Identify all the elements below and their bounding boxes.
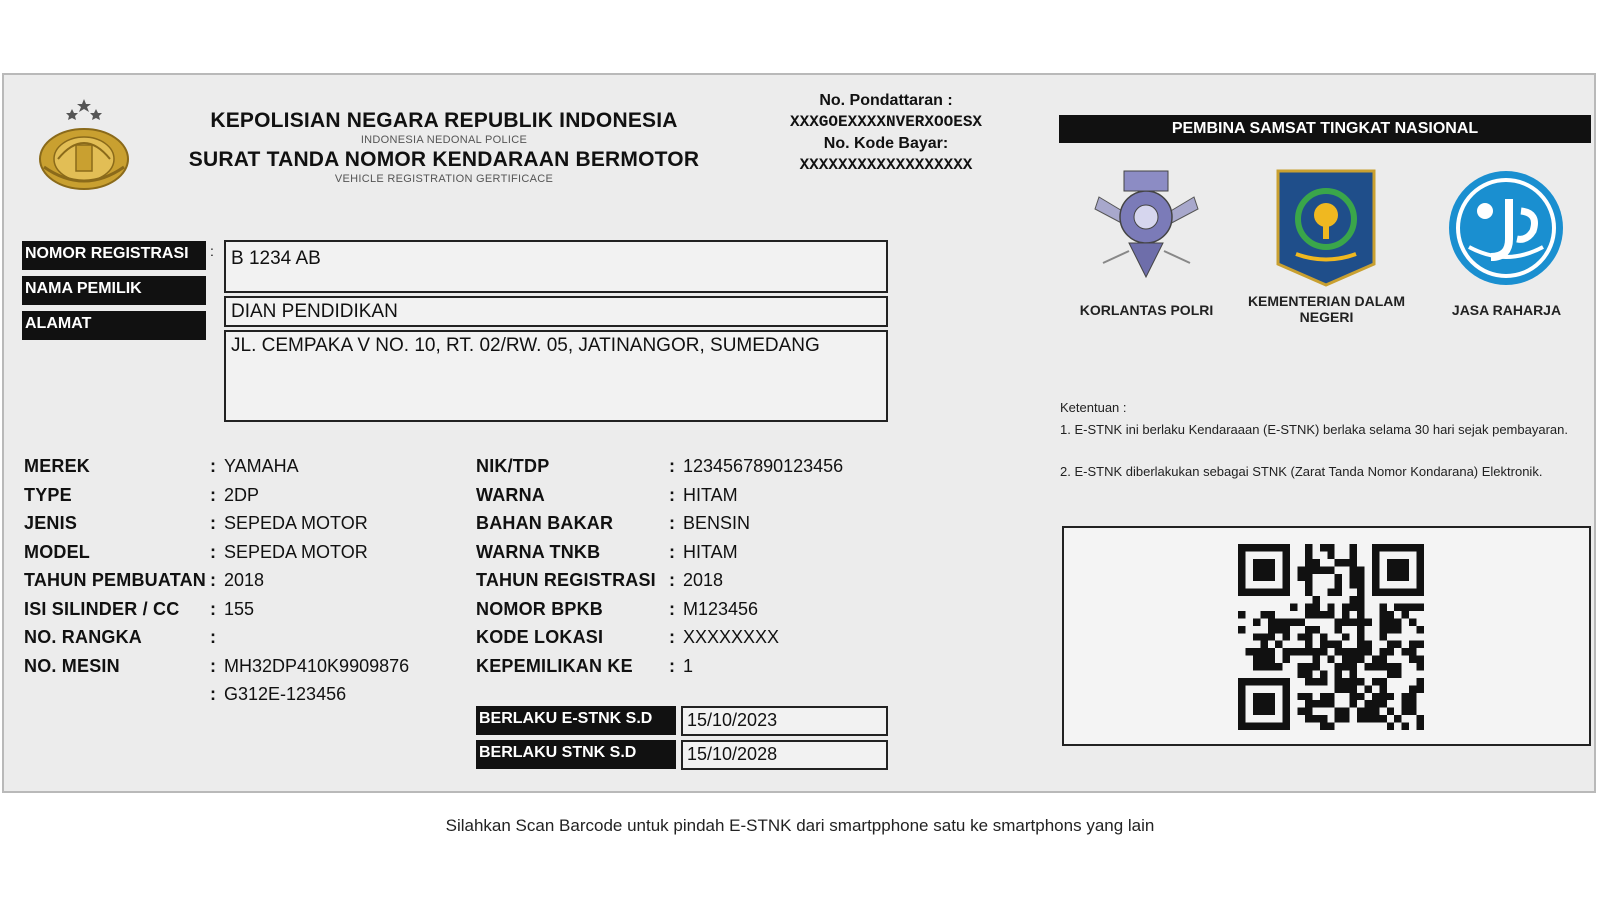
right_fields-colon: :: [669, 598, 675, 619]
nomor-registrasi-label: NOMOR REGISTRASI: [22, 241, 206, 270]
left_fields-value: G312E-123456: [224, 684, 347, 704]
left_fields-row: [24, 542, 454, 571]
doc-title: SURAT TANDA NOMOR KENDARAAN BERMOTOR: [188, 148, 700, 171]
right_fields-value: 1: [683, 655, 694, 676]
left_fields-row: [24, 599, 454, 628]
right_fields-label: NIK/TDP: [476, 456, 550, 476]
left_fields-row: [24, 570, 454, 599]
right_fields-value: BENSIN: [683, 513, 751, 533]
left_fields-label: ISI SILINDER / CC: [24, 598, 180, 619]
payment-code-label: No. Kode Bayar:: [823, 135, 949, 152]
left_fields-colon: :: [210, 684, 216, 704]
registration-number-label: No. Pondattaran :: [819, 92, 953, 109]
left_fields-label: TYPE: [24, 484, 72, 505]
nomor-registrasi-value: B 1234 AB: [224, 240, 888, 293]
jasa-raharja-logo-icon: [1447, 169, 1565, 287]
qr-code-icon[interactable]: [1238, 544, 1424, 730]
right_fields-colon: :: [669, 513, 675, 533]
footer-instruction: Silahkan Scan Barcode untuk pindah E-STNK dari smartpphone satu ke smartphons yang lain: [445, 816, 1155, 835]
polri-emblem-icon: [36, 97, 136, 197]
left_fields-value: SEPEDA MOTOR: [224, 513, 368, 533]
registration-number-value: XXXGOEXXXXNVERXOOESX: [789, 113, 983, 131]
payment-code-value: XXXXXXXXXXXXXXXXXX: [799, 156, 973, 174]
jasa-raharja-caption: JASA RAHARJA: [1451, 302, 1562, 318]
left_fields-colon: :: [210, 484, 216, 505]
right_fields-value: 2018: [683, 570, 724, 590]
nama-pemilik-value: DIAN PENDIDIKAN: [224, 296, 888, 327]
berlaku-estnk-value: 15/10/2023: [681, 706, 888, 736]
right_fields-colon: :: [669, 541, 675, 562]
right_fields-row: [476, 656, 906, 685]
berlaku-stnk-value: 15/10/2028: [681, 740, 888, 770]
kemendagri-emblem-icon: [1276, 169, 1376, 287]
right_fields-label: NOMOR BPKB: [476, 598, 603, 619]
left_fields-value: 2018: [224, 570, 265, 590]
left_fields-label: MODEL: [24, 541, 90, 562]
right_fields-colon: :: [669, 627, 675, 647]
right_fields-label: WARNA: [476, 484, 545, 505]
left_fields-value: MH32DP410K9909876: [224, 655, 410, 676]
right_fields-row: [476, 456, 906, 485]
left_fields-colon: :: [210, 598, 216, 619]
right_fields-row: [476, 513, 906, 542]
right_fields-label: WARNA TNKB: [476, 541, 601, 562]
right_fields-row: [476, 627, 906, 656]
right_fields-value: XXXXXXXX: [683, 627, 780, 647]
left_fields-colon: :: [210, 541, 216, 562]
right_fields-row: [476, 485, 906, 514]
left_fields-colon: :: [210, 513, 216, 533]
left_fields-value: 2DP: [224, 484, 260, 505]
right_fields-row: [476, 542, 906, 571]
left_fields-row: [24, 656, 454, 685]
owner-colon: :: [210, 243, 214, 259]
left-fields: [24, 456, 454, 713]
left_fields-row: [24, 485, 454, 514]
right_fields-value: HITAM: [683, 541, 738, 562]
left_fields-value: YAMAHA: [224, 456, 299, 476]
samsat-banner: PEMBINA SAMSAT TINGKAT NASIONAL: [1059, 115, 1591, 143]
left_fields-row: [24, 513, 454, 542]
right_fields-value: HITAM: [683, 484, 738, 505]
left_fields-colon: :: [210, 655, 216, 676]
left_fields-label: TAHUN PEMBUATAN: [24, 570, 206, 590]
left_fields-label: NO. MESIN: [24, 655, 120, 676]
left_fields-colon: :: [210, 627, 216, 647]
right_fields-label: TAHUN REGISTRASI: [476, 570, 656, 590]
right_fields-label: KEPEMILIKAN KE: [476, 655, 633, 676]
korlantas-emblem-icon: [1089, 167, 1204, 287]
left_fields-row: [24, 456, 454, 485]
left_fields-colon: :: [210, 570, 216, 590]
qr-frame: [1062, 526, 1591, 746]
right_fields-colon: :: [669, 570, 675, 590]
korlantas-caption: KORLANTAS POLRI: [1079, 302, 1214, 318]
kemendagri-caption: KEMENTERIAN DALAM NEGERI: [1247, 293, 1406, 325]
left_fields-value: 155: [224, 598, 255, 619]
berlaku-estnk-label: BERLAKU E-STNK S.D: [476, 706, 676, 735]
left_fields-label: MEREK: [24, 456, 91, 476]
alamat-value: JL. CEMPAKA V NO. 10, RT. 02/RW. 05, JATINANGOR, SUMEDANG: [224, 330, 888, 422]
left_fields-row: [24, 627, 454, 656]
org-name: KEPOLISIAN NEGARA REPUBLIK INDONESIA: [210, 109, 678, 132]
doc-title-en: VEHICLE REGISTRATION GERTIFICACE: [334, 173, 554, 185]
left_fields-value: SEPEDA MOTOR: [224, 541, 368, 562]
left_fields-row: [24, 684, 454, 713]
alamat-label: ALAMAT: [22, 311, 206, 340]
right_fields-colon: :: [669, 655, 675, 676]
left_fields-label: JENIS: [24, 513, 78, 533]
stnk-card: [2, 73, 1596, 793]
ketentuan-item-1: 1. E-STNK ini berlaku Kendaraaan (E-STNK) berlaka selama 30 hari sejak pembayaran.: [1060, 422, 1568, 437]
ketentuan-title: Ketentuan :: [1060, 400, 1127, 415]
ketentuan-item-2: 2. E-STNK diberlakukan sebagai STNK (Zarat Tanda Nomor Kondarana) Elektronik.: [1060, 464, 1543, 479]
right_fields-colon: :: [669, 484, 675, 505]
nama-pemilik-label: NAMA PEMILIK: [22, 276, 206, 305]
left_fields-colon: :: [210, 456, 216, 476]
right_fields-label: KODE LOKASI: [476, 627, 604, 647]
right_fields-value: M123456: [683, 598, 759, 619]
right_fields-colon: :: [669, 456, 675, 476]
right_fields-value: 1234567890123456: [683, 456, 844, 476]
right_fields-label: BAHAN BAKAR: [476, 513, 614, 533]
left_fields-label: NO. RANGKA: [24, 627, 142, 647]
right-fields: [476, 456, 906, 684]
right_fields-row: [476, 599, 906, 628]
berlaku-stnk-label: BERLAKU STNK S.D: [476, 740, 676, 769]
org-name-en: INDONESIA NEDONAL POLICE: [360, 134, 528, 146]
right_fields-row: [476, 570, 906, 599]
